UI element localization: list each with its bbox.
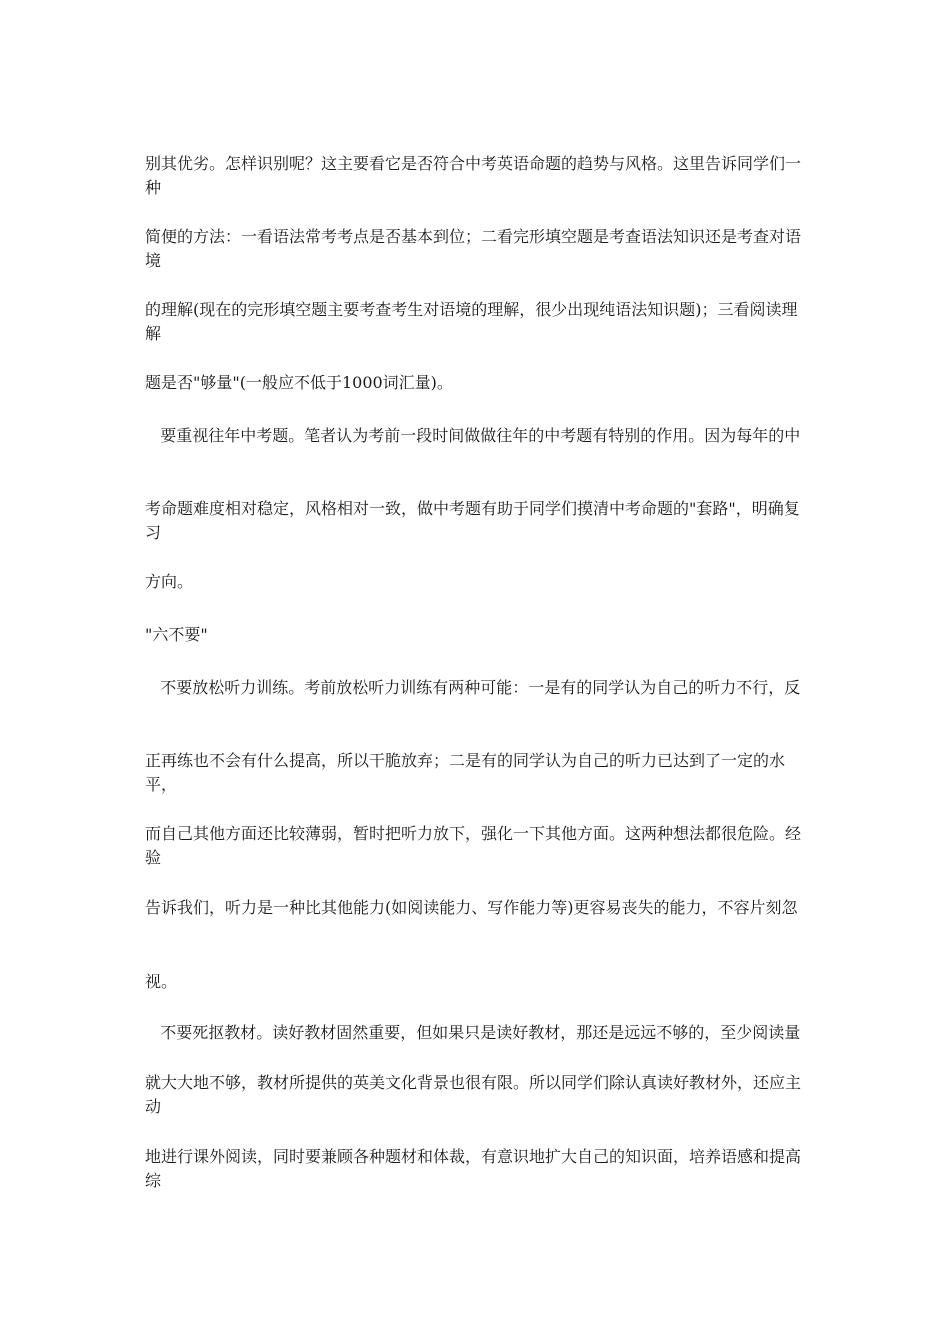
paragraph-line: 不要放松听力训练。考前放松听力训练有两种可能：一是有的同学认为自己的听力不行，反 (145, 678, 801, 697)
paragraph-line: 方向。 (145, 572, 194, 591)
paragraph-line: 题是否"够量"(一般应不低于1000词汇量)。 (145, 373, 453, 392)
paragraph-line: 不要死抠教材。读好教材固然重要，但如果只是读好教材，那还是远远不够的，至少阅读量 (145, 1023, 801, 1042)
paragraph-line: 别其优劣。怎样识别呢？这主要看它是否符合中考英语命题的趋势与风格。这里告诉同学们一种 (145, 154, 802, 197)
paragraph-line: 要重视往年中考题。笔者认为考前一段时间做做往年的中考题有特别的作用。因为每年的中 (145, 426, 801, 445)
paragraph-line: 告诉我们，听力是一种比其他能力(如阅读能力、写作能力等)更容易丧失的能力，不容片刻忽 (145, 898, 798, 917)
paragraph-line: 就大大地不够，教材所提供的英美文化背景也很有限。所以同学们除认真读好教材外，还应主动 (145, 1073, 802, 1116)
section-heading: "六不要" (145, 625, 208, 644)
paragraph-line: 的理解(现在的完形填空题主要考查考生对语境的理解，很少出现纯语法知识题)；三看阅读理解 (145, 300, 798, 343)
paragraph-line: 简便的方法：一看语法常考考点是否基本到位；二看完形填空题是考查语法知识还是考查对语境 (145, 227, 802, 270)
paragraph-line: 而自己其他方面还比较薄弱，暂时把听力放下，强化一下其他方面。这两种想法都很危险。经验 (145, 824, 802, 867)
paragraph-line: 正再练也不会有什么提高，所以干脆放弃；二是有的同学认为自己的听力已达到了一定的水平， (145, 751, 786, 794)
paragraph-line: 视。 (145, 972, 178, 991)
paragraph-line: 考命题难度相对稳定，风格相对一致，做中考题有助于同学们摸清中考命题的"套路"，明确复习 (145, 499, 800, 542)
paragraph-line: 地进行课外阅读，同时要兼顾各种题材和体裁，有意识地扩大自己的知识面，培养语感和提高综 (145, 1147, 802, 1190)
